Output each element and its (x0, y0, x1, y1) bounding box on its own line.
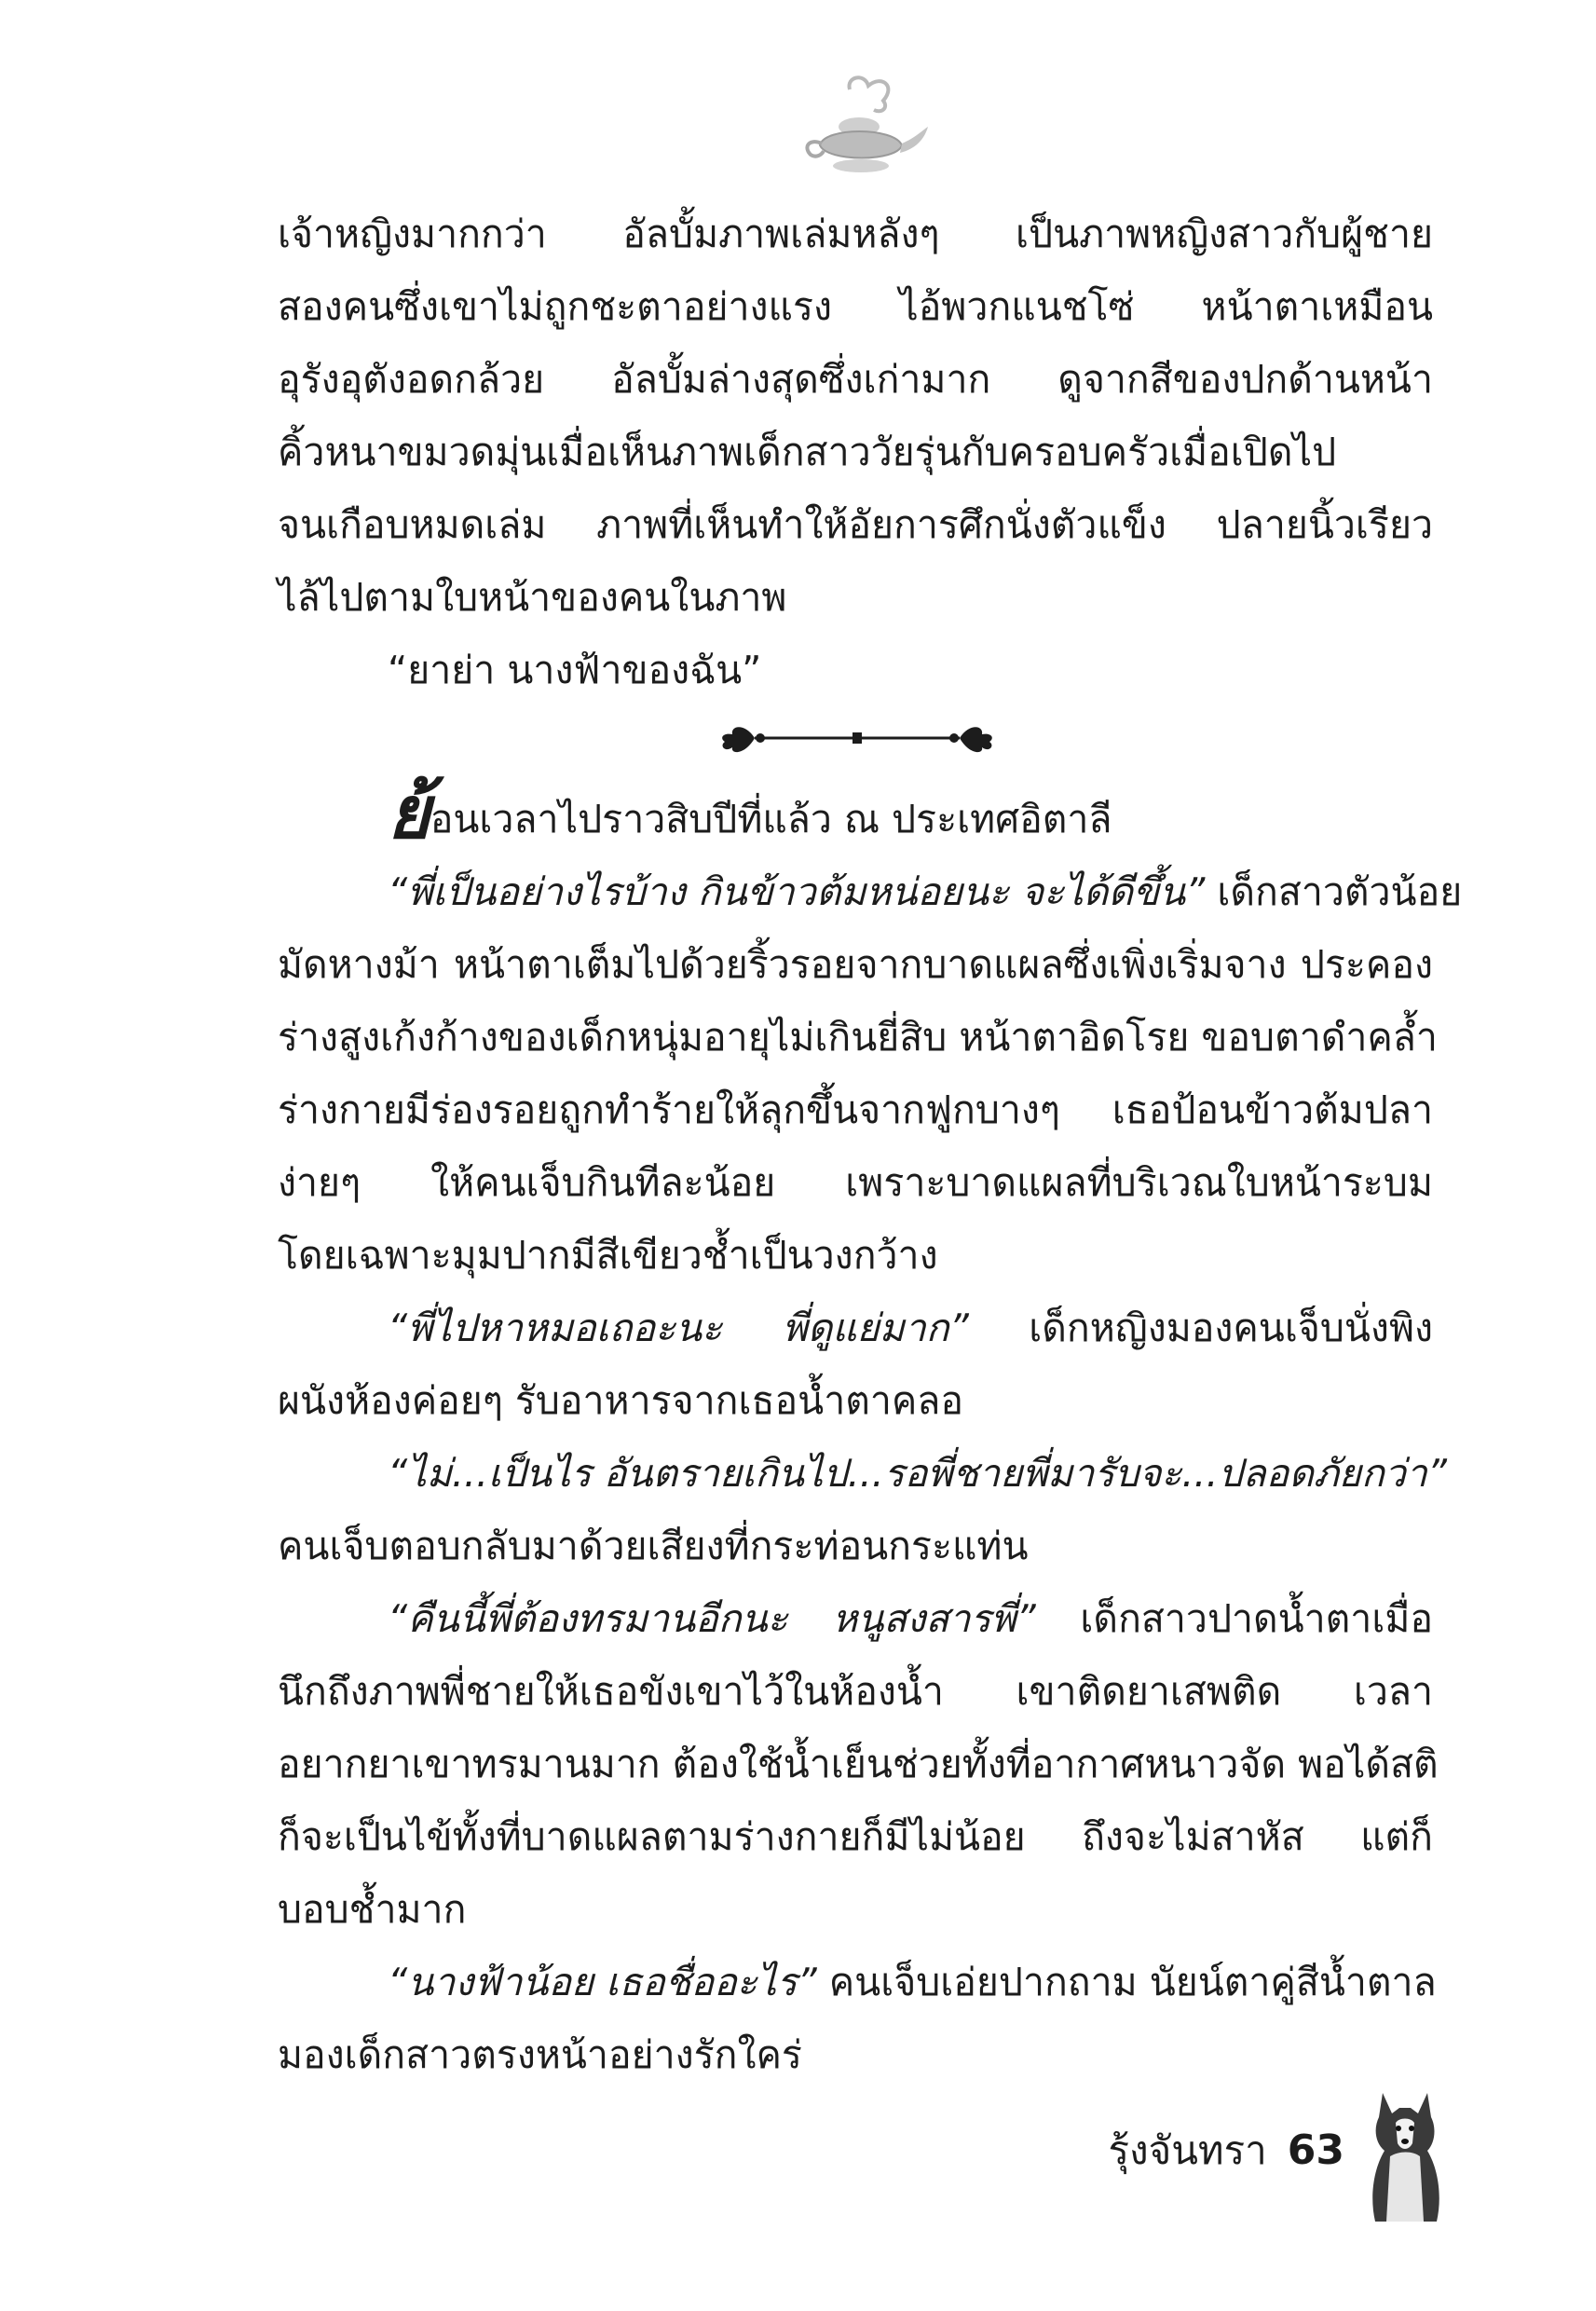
book-title: รุ้งจันทรา (1108, 2127, 1267, 2173)
husky-dog-icon (1362, 2085, 1448, 2225)
text-line: จนเกือบหมดเล่ม ภาพที่เห็นทำให้อัยการศึกนั่งตัวแข็ง ปลายนิ้วเรียว (278, 502, 1433, 547)
narration: เด็กสาวปาดน้ำตาเมื่อ (1035, 1596, 1433, 1641)
page-number: 63 (1287, 2126, 1344, 2174)
dialogue-line (278, 1946, 1437, 2018)
text-line: คนเจ็บตอบกลับมาด้วยเสียงที่กระท่อนกระแท่น (278, 1524, 1029, 1568)
dialogue-line (278, 1292, 1433, 1364)
dialogue-quote: “ไม่...เป็นไร อันตรายเกินไป...รอพี่ชายพี่มารับจะ...ปลอดภัยกว่า” (388, 1451, 1448, 1496)
section-opening (278, 771, 1433, 855)
text-line: ง่ายๆ ให้คนเจ็บกินทีละน้อย เพราะบาดแผลที่บริเวณใบหน้าระบม (278, 1160, 1433, 1205)
drop-cap: ย้ (388, 771, 430, 855)
text-line: มัดหางม้า หน้าตาเต็มไปด้วยริ้วรอยจากบาดแผลซึ่งเพิ่งเริ่มจาง ประคอง (278, 942, 1433, 987)
top-paragraph (278, 198, 1433, 706)
text-line: บอบช้ำมาก (278, 1887, 467, 1932)
dialogue-quote: “คืนนี้พี่ต้องทรมานอีกนะ หนูสงสารพี่” (388, 1596, 1036, 1641)
text-line: มองเด็กสาวตรงหน้าอย่างรักใคร่ (278, 2032, 802, 2077)
text-line: ร่างกายมีร่องรอยถูกทำร้ายให้ลุกขึ้นจากฟูกบางๆ เธอป้อนข้าวต้มปลา (278, 1087, 1433, 1132)
dialogue-quote: “พี่เป็นอย่างไรบ้าง กินข้าวต้มหน่อยนะ จะได้ดีขึ้น” (388, 869, 1206, 914)
text-line: คิ้วหนาขมวดมุ่นเมื่อเห็นภาพเด็กสาววัยรุ่นกับครอบครัวเมื่อเปิดไป (278, 430, 1337, 474)
text-line: ผนังห้องค่อยๆ รับอาหารจากเธอน้ำตาคลอ (278, 1378, 964, 1423)
quote-line: “ยาย่า นางฟ้าของฉัน” (388, 648, 762, 692)
dialogue-quote: “นางฟ้าน้อย เธอชื่ออะไร” (388, 1960, 817, 2004)
narration: เด็กหญิงมองคนเจ็บนั่งพิง (968, 1306, 1433, 1350)
text-line: ก็จะเป็นไข้ทั้งที่บาดแผลตามร่างกายก็มีไม่น้อย ถึงจะไม่สาหัส แต่ก็ (278, 1814, 1433, 1859)
text-line: โดยเฉพาะมุมปากมีสีเขียวช้ำเป็นวงกว้าง (278, 1233, 938, 1278)
narration: คนเจ็บเอ่ยปากถาม นัยน์ตาคู่สีน้ำตาล (816, 1960, 1437, 2004)
opening-text: อนเวลาไปราวสิบปีที่แล้ว ณ ประเทศอิตาลี (430, 797, 1112, 841)
text-line: อยากยาเขาทรมานมาก ต้องใช้น้ำเย็นช่วยทั้งที่อากาศหนาวจัด พอได้สติ (278, 1742, 1439, 1786)
narration: เด็กสาวตัวน้อย (1205, 869, 1463, 914)
text-line: ร่างสูงเก้งก้างของเด็กหนุ่มอายุไม่เกินยี่สิบ หน้าตาอิดโรย ขอบตาดำคล้ำ (278, 1015, 1438, 1060)
dialogue-quote: “พี่ไปหาหมอเถอะนะ พี่ดูแย่มาก” (388, 1306, 969, 1350)
dialogue-line (278, 855, 1463, 928)
dialogue-line (278, 1582, 1433, 1655)
page-footer (1109, 2120, 1344, 2181)
main-section (278, 771, 1463, 2091)
text-line: อุรังอุตังอดกล้วย อัลบั้มล่างสุดซึ่งเก่ามาก ดูจากสีของปกด้านหน้า (278, 357, 1433, 402)
text-line: ไล้ไปตามใบหน้าของคนในภาพ (278, 575, 787, 620)
text-line: สองคนซึ่งเขาไม่ถูกชะตาอย่างแรง ไอ้พวกแนชโซ่ หน้าตาเหมือน (278, 284, 1433, 329)
text-line: เจ้าหญิงมากกว่า อัลบั้มภาพเล่มหลังๆ เป็นภาพหญิงสาวกับผู้ชาย (278, 212, 1433, 256)
ornament-divider (717, 716, 997, 760)
text-line: นึกถึงภาพพี่ชายให้เธอขังเขาไว้ในห้องน้ำ เขาติดยาเสพติด เวลา (278, 1669, 1433, 1714)
genie-lamp-icon (792, 73, 932, 185)
